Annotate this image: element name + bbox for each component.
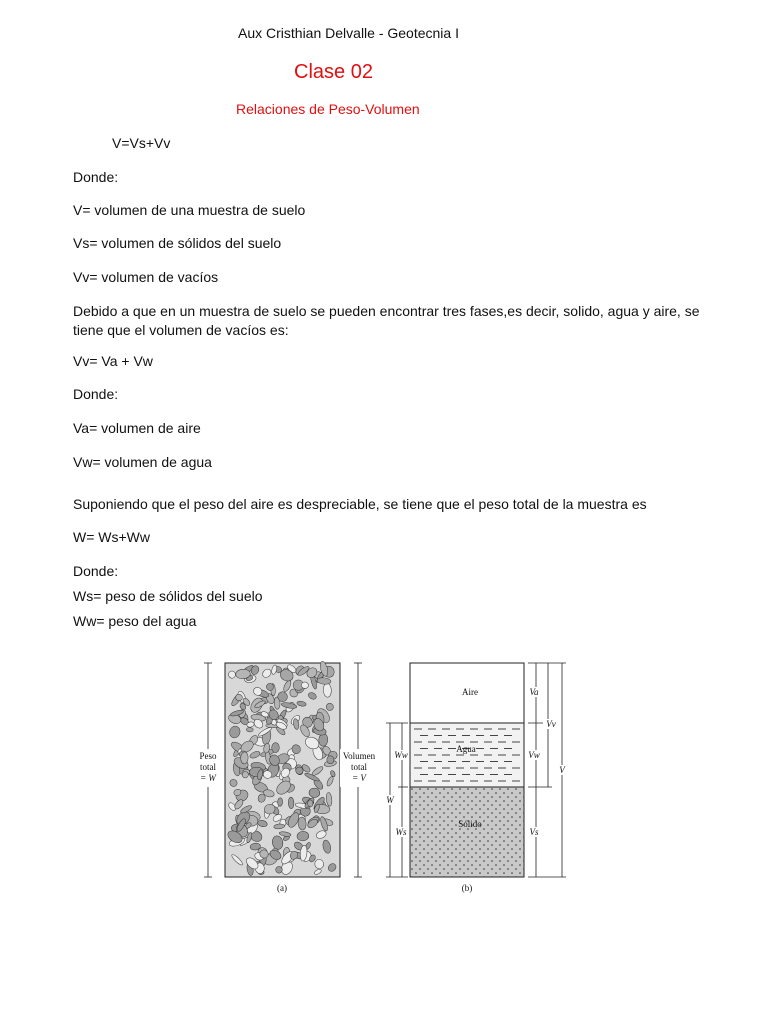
label-volumen: Volumen [342,751,376,761]
definition-vw: Vw= volumen de agua [73,454,212,470]
label-ws: Ws [395,827,407,837]
soil-grain [242,771,249,778]
paragraph-three-phases: Debido a que en un muestra de suelo se pueden encontrar tres fases,es decir, solido, agua y aire, se tiene que el volumen de vacíos es: [73,303,700,338]
donde-label: Donde: [73,563,119,579]
equation-vv: Vv= Va + Vw [73,353,153,369]
label-vs: Vs [529,827,539,837]
donde-label: Donde: [73,386,119,402]
soil-sample-panel [225,661,340,877]
definition-vs: Vs= volumen de sólidos del suelo [73,235,282,251]
soil-grain [266,683,274,690]
soil-grain [288,797,294,809]
page-subtitle: Relaciones de Peso-Volumen [236,101,420,117]
soil-grain [272,743,280,753]
definition-va: Va= volumen de aire [73,420,201,436]
label-eq-v: = V [352,773,366,783]
definition-v: V= volumen de una muestra de suelo [73,202,306,218]
soil-grain [277,798,282,807]
phase-water [410,723,524,787]
label-eq-w: = W [200,773,216,783]
label-vv: Vv [546,719,556,729]
caption-a: (a) [277,883,287,893]
equation-w: W= Ws+Ww [73,529,150,545]
definition-ws: Ws= peso de sólidos del suelo [73,588,263,604]
label-ww: Ww [394,750,408,760]
label-vw: Vw [528,750,540,760]
donde-label: Donde: [73,169,119,185]
label-aire: Aire [462,687,478,697]
soil-grain [246,727,253,732]
label-total: total [351,762,367,772]
label-agua: Agua [456,744,476,754]
definition-ww: Ww= peso del agua [73,613,197,629]
label-w: W [386,795,394,805]
paragraph-weight: Suponiendo que el peso del aire es despreciable, se tiene que el peso total de la muestra es [73,496,647,512]
definition-vv: Vv= volumen de vacíos [73,269,219,285]
page-title: Clase 02 [294,61,373,83]
label-solido: Sólido [458,819,482,829]
label-va: Va [529,687,539,697]
page-header: Aux Cristhian Delvalle - Geotecnia I [238,25,459,41]
label-v: V [559,765,565,775]
caption-b: (b) [461,883,473,893]
soil-grain [327,756,334,764]
phase-solid [410,787,524,877]
label-total: total [200,762,216,772]
soil-grain [308,800,314,807]
label-peso: Peso [199,751,217,761]
soil-phase-diagram [190,655,570,900]
equation-v: V=Vs+Vv [112,135,171,151]
